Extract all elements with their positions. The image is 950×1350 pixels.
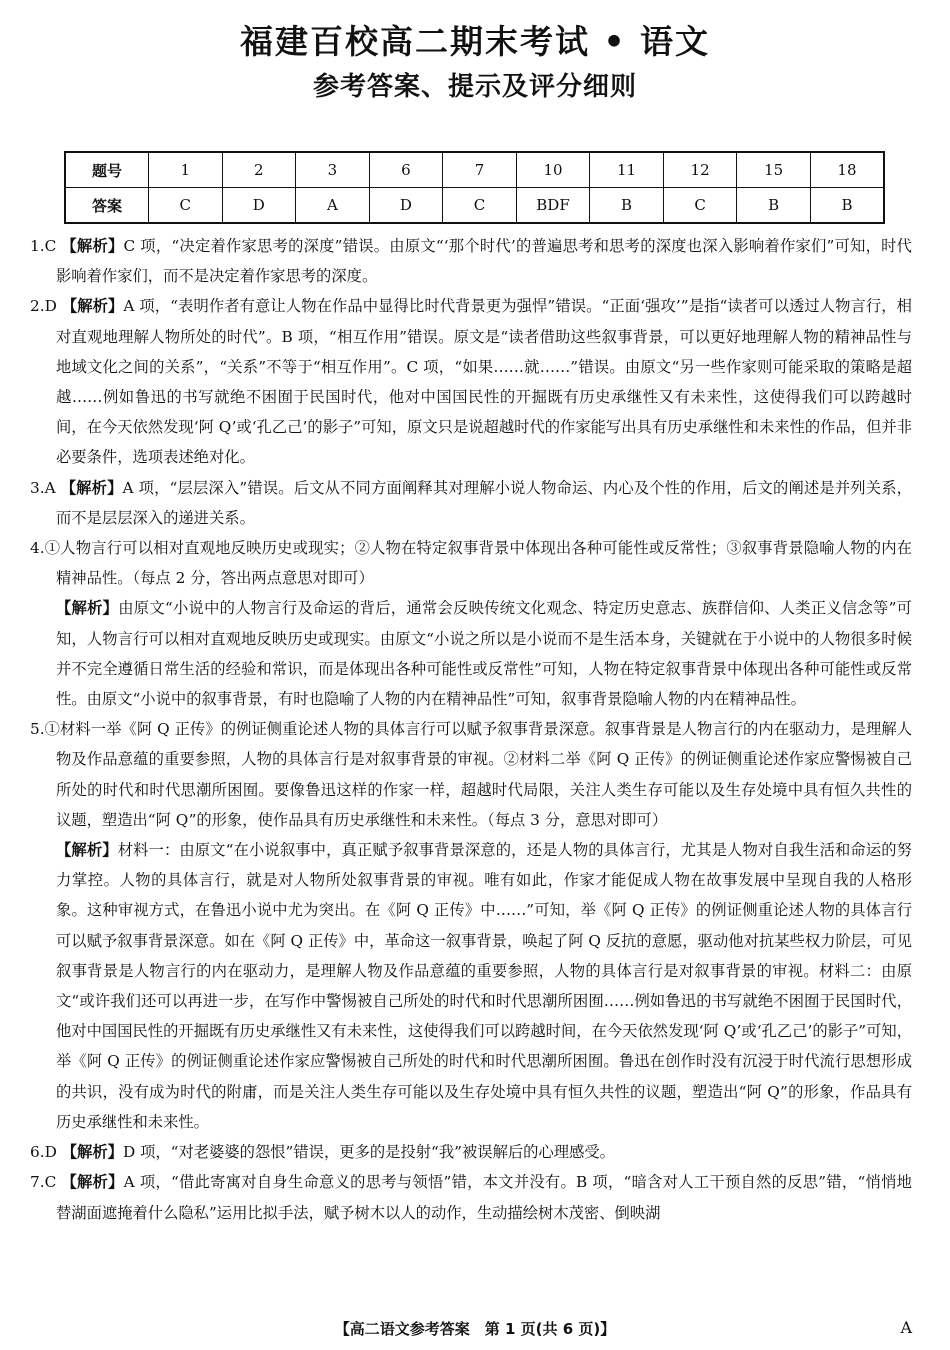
item-text: A 项，“表明作者有意让人物在作品中显得比时代背景更为强悍”错误。“正面‘强攻’”是指“读者可以透过人物言行，相对直观地理解人物所处的时代”。B 项，“相互作用”错误。原文是“读者借助这些叙事背景，可以更好地理解人物的精神品性与地域文化之间的关系”，“关系”不等于“相互作用”。C 项，“如果……就……”错误。由原文“另一些作家则可能采取的策略是超越……例如鲁迅的书写就绝不困囿于民国时代，他对中国国民性的开掘既有历史承继性又有未来性，这使得我们可以跨越时间，在今天依然发现‘阿 Q’或‘孔乙己’的影子”可知，原文只是说超越时代的作家能写出具有历史承继性和未来性的作品，但并非必要条件，选项表述绝对化。 <box>56 297 912 467</box>
question-number: 11 <box>590 152 664 188</box>
item-number: 5. <box>30 720 45 739</box>
answer-cell: B <box>810 188 884 224</box>
item-text: D 项，“对老婆婆的怨恨”错误，更多的是投射“我”被误解后的心理感受。 <box>122 1143 615 1162</box>
item-text: C 项，“决定着作家思考的深度”错误。由原文“‘那个时代’的普遍思考和思考的深度也深入影响着作家们”可知，时代影响着作家们，而不是决定着作家思考的深度。 <box>56 237 912 286</box>
explanation-item-4 <box>30 533 912 593</box>
row-label-question: 题号 <box>65 152 149 188</box>
answer-cell: A <box>296 188 370 224</box>
analysis-text: 材料一：由原文“在小说叙事中，真正赋予叙事背景深意的，还是人物的具体言行，尤其是人物对自我生活和命运的努力掌控。人物的具体言行，就是对人物所处叙事背景的审视。唯有如此，作家才能促成人物在故事发展中呈现自我的人格形象。这种审视方式，在鲁迅小说中尤为突出。在《阿 Q 正传》中……”可知，举《阿 Q 正传》的例证侧重论述人物的具体言行可以赋予叙事背景深意。如在《阿 Q 正传》中，革命这一叙事背景，唤起了阿 Q 反抗的意愿，驱动他对抗某些权力阶层，可见叙事背景是人物言行的内在驱动力，是理解人物及作品意蕴的重要参照，人物的具体言行是对叙事背景的审视。材料二：由原文“或许我们还可以再进一步，在写作中警惕被自己所处的时代和时代思潮所困囿……例如鲁迅的书写就绝不困囿于民国时代，他对中国国民性的开掘既有历史承继性又有未来性，这使得我们可以跨越时间，在今天依然发现‘阿 Q’或‘孔乙己’的影子”可知，举《阿 Q 正传》的例证侧重论述作家应警惕被自己所处的时代和时代思潮所困囿。鲁迅在创作时没有沉浸于时代流行思想形成的共识，没有成为时代的附庸，而是关注人类生存可能以及生存处境中具有恒久共性的议题，塑造出“阿 Q”的形象，作品具有历史承继性和未来性。 <box>56 841 912 1131</box>
explanation-item-5-analysis <box>56 835 912 1137</box>
question-number: 7 <box>443 152 517 188</box>
answer-cell: C <box>149 188 223 224</box>
question-number: 3 <box>296 152 370 188</box>
question-number: 10 <box>516 152 590 188</box>
answer-explanations <box>30 231 912 1228</box>
answer-table <box>64 151 885 224</box>
answer-cell: BDF <box>516 188 590 224</box>
analysis-tag: 【解析】 <box>56 599 119 618</box>
analysis-tag: 【解析】 <box>56 841 118 860</box>
item-number: 3.A <box>30 478 56 497</box>
item-number: 7.C <box>30 1173 57 1192</box>
question-number: 1 <box>149 152 223 188</box>
answer-cell: C <box>663 188 737 224</box>
explanation-item-4-analysis <box>56 593 912 714</box>
item-text: ①人物言行可以相对直观地反映历史或现实；②人物在特定叙事背景中体现出各种可能性或反常性；③叙事背景隐喻人物的内在精神品性。（每点 2 分，答出两点意思对即可） <box>44 539 912 588</box>
answer-cell: B <box>590 188 664 224</box>
answer-cell: D <box>369 188 443 224</box>
explanation-item-1 <box>30 231 912 291</box>
item-text: ①材料一举《阿 Q 正传》的例证侧重论述人物的具体言行可以赋予叙事背景深意。叙事背景是人物言行的内在驱动力，是理解人物及作品意蕴的重要参照，人物的具体言行是对叙事背景的审视。②材料二举《阿 Q 正传》的例证侧重论述作家应警惕被自己所处的时代和时代思潮所困囿。要像鲁迅这样的作家一样，超越时代局限，关注人类生存可能以及生存处境中具有恒久共性的议题，塑造出“阿 Q”的形象，使作品具有历史承继性和未来性。（每点 3 分，意思对即可） <box>44 720 912 829</box>
question-number: 15 <box>737 152 811 188</box>
analysis-text: 由原文“小说中的人物言行及命运的背后，通常会反映传统文化观念、特定历史意志、族群信仰、人类正义信念等”可知，人物言行可以相对直观地反映历史或现实。由原文“小说之所以是小说而不是生活本身，关键就在于小说中的人物很多时候并不完全遵循日常生活的经验和常识，而是体现出各种可能性或反常性”可知，人物在特定叙事背景中体现出各种可能性或反常性。由原文“小说中的叙事背景，有时也隐喻了人物的内在精神品性”可知，叙事背景隐喻人物的内在精神品性。 <box>56 599 912 709</box>
explanation-item-3 <box>30 473 912 533</box>
analysis-tag: 【解析】 <box>61 1173 124 1192</box>
question-number: 2 <box>222 152 296 188</box>
item-number: 4. <box>30 539 45 558</box>
answer-row <box>65 188 884 224</box>
document-subtitle: 参考答案、提示及评分细则 <box>312 72 637 102</box>
page-footer: 【高二语文参考答案 第 1 页(共 6 页)】 <box>334 1320 616 1338</box>
explanation-item-6 <box>30 1137 912 1167</box>
item-number: 6.D <box>30 1143 57 1162</box>
answer-cell: C <box>443 188 517 224</box>
answer-cell: B <box>737 188 811 224</box>
item-text: A 项，“借此寄寓对自身生命意义的思考与领悟”错，本文并没有。B 项，“暗含对人工干预自然的反思”错，“悄悄地替湖面遮掩着什么隐私”运用比拟手法，赋予树木以人的动作，生动描绘树木茂密、倒映湖 <box>56 1173 912 1222</box>
row-label-answer: 答案 <box>65 188 149 224</box>
question-number-row <box>65 152 884 188</box>
document-title: 福建百校高二期末考试 • 语文 <box>239 22 711 61</box>
analysis-tag: 【解析】 <box>60 478 123 497</box>
analysis-tag: 【解析】 <box>61 297 124 316</box>
question-number: 18 <box>810 152 884 188</box>
item-number: 1.C <box>30 237 57 255</box>
question-number: 12 <box>663 152 737 188</box>
paper-version-letter: A <box>900 1318 912 1337</box>
explanation-item-7 <box>30 1167 912 1227</box>
question-number: 6 <box>369 152 443 188</box>
analysis-tag: 【解析】 <box>61 237 124 255</box>
explanation-item-2 <box>30 291 912 472</box>
explanation-item-5 <box>30 714 912 835</box>
item-number: 2.D <box>30 297 57 316</box>
item-text: A 项，“层层深入”错误。后文从不同方面阐释其对理解小说人物命运、内心及个性的作用，后文的阐述是并列关系，而不是层层深入的递进关系。 <box>56 478 912 527</box>
analysis-tag: 【解析】 <box>61 1143 123 1162</box>
answer-cell: D <box>222 188 296 224</box>
